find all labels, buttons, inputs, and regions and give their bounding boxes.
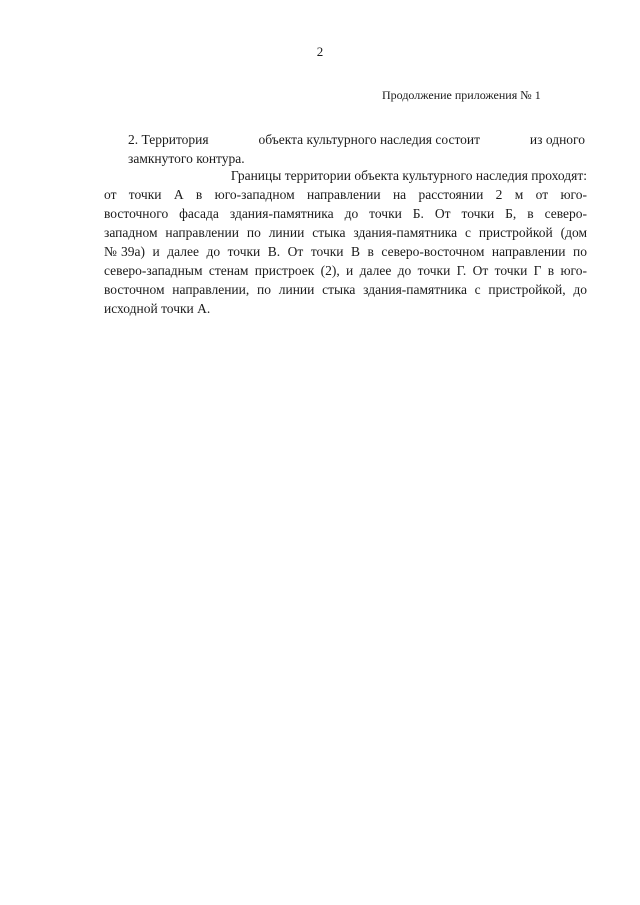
paragraph-line: западном направлении по линии стыка здания-памятника с пристройкой (дом	[104, 225, 587, 240]
section-item-continuation: замкнутого контура.	[128, 151, 245, 166]
paragraph-line: №39а) и далее до точки В. От точки В в северо-восточном направлении по	[104, 244, 587, 259]
item-segment: 2. Территория	[128, 132, 209, 147]
paragraph-line: исходной точки А.	[104, 301, 211, 316]
paragraph-line: восточном направлении, по линии стыка здания-памятника с пристройкой, до	[104, 282, 587, 297]
paragraph-line: Границы территории объекта культурного наследия проходят:	[230, 168, 587, 183]
section-item-heading	[128, 130, 585, 149]
boundary-description-paragraph	[104, 166, 587, 318]
item-segment: из одного	[529, 132, 585, 147]
paragraph-line: северо-западным стенам пристроек (2), и далее до точки Г. От точки Г в юго-	[104, 263, 587, 278]
page-number: 2	[316, 44, 324, 59]
appendix-continuation-note: Продолжение приложения № 1	[382, 88, 541, 102]
paragraph-line: от точки А в юго-западном направлении на расстоянии 2 м от юго-	[104, 187, 587, 202]
paragraph-line: восточного фасада здания-памятника до точки Б. От точки Б, в северо-	[104, 206, 587, 221]
item-segment: объекта культурного наследия состоит	[258, 132, 481, 147]
